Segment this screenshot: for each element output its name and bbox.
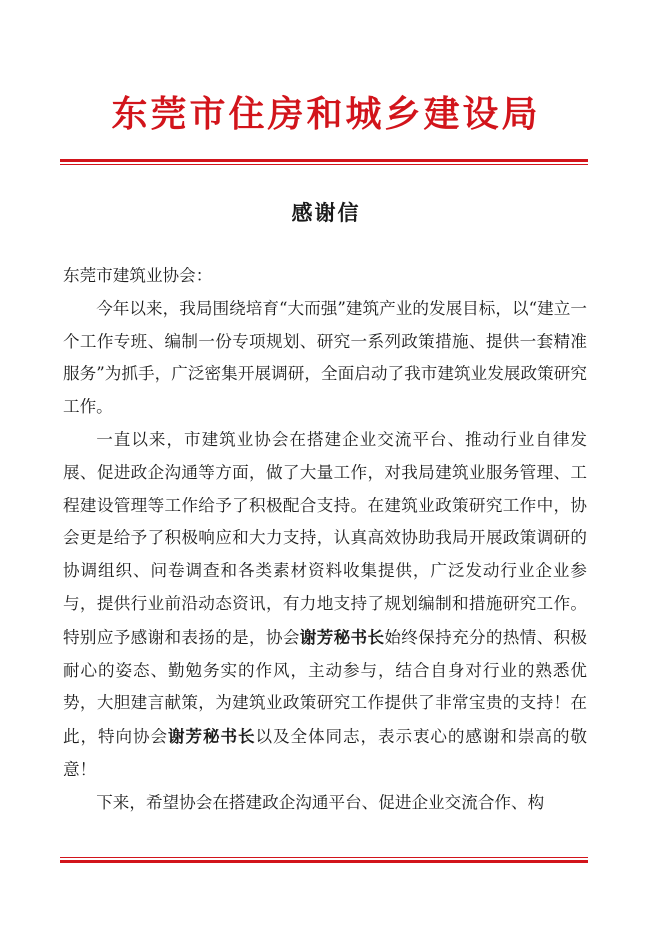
paragraph-2-part-a: 一直以来，市建筑业协会在搭建企业交流平台、推动行业自律发展、促进政企沟通等方面，做了大量工作，对我局建筑业服务管理、工程建设管理等工作给予了积极配合支持。在建筑业政策研究工作中，协会更是给予了积极响应和大力支持，认真高效协助我局开展政策调研的协调组织、问卷调查和各类素材资料收集提供，广泛发动行业企业参与，提供行业前沿动态资讯，有力地支持了规划编制和措施研究工作。特别应予感谢和表扬的是，协会 — [63, 429, 587, 647]
paragraph-2 — [63, 424, 587, 787]
header-title: 东莞市住房和城乡建设局 — [111, 93, 541, 135]
highlighted-name-1: 谢芳秘书长 — [299, 626, 385, 647]
header-rule-thick — [60, 159, 588, 162]
header-rule-thin — [60, 164, 588, 165]
letter-title: 感谢信 — [291, 200, 361, 225]
footer-rule-thick — [60, 860, 588, 863]
paragraph-2-part-b: 始终保持充分的热情、积极耐心的姿态、勤勉务实的作风，主动参与，结合自身对行业的熟悉优势，大胆建言献策，为建筑业政策研究工作提供了非常宝贵的支持！在此，特向协会 — [63, 627, 588, 747]
footer-rule-thin — [60, 857, 588, 858]
letter-body — [63, 260, 587, 820]
highlighted-name-2: 谢芳秘书长 — [167, 726, 256, 747]
salutation: 东莞市建筑业协会： — [63, 266, 213, 285]
paragraph-1: 今年以来，我局围绕培育“大而强”建筑产业的发展目标，以“建立一个工作专班、编制一份专项规划、研究一系列政策措施、提供一套精准服务”为抓手，广泛密集开展调研，全面启动了我市建筑业发展政策研究工作。 — [63, 298, 587, 417]
paragraph-2-part-c: 以及全体同志，表示衷心的感谢和崇高的敬意！ — [63, 727, 588, 779]
paragraph-3: 下来，希望协会在搭建政企沟通平台、促进企业交流合作、构 — [96, 792, 545, 812]
